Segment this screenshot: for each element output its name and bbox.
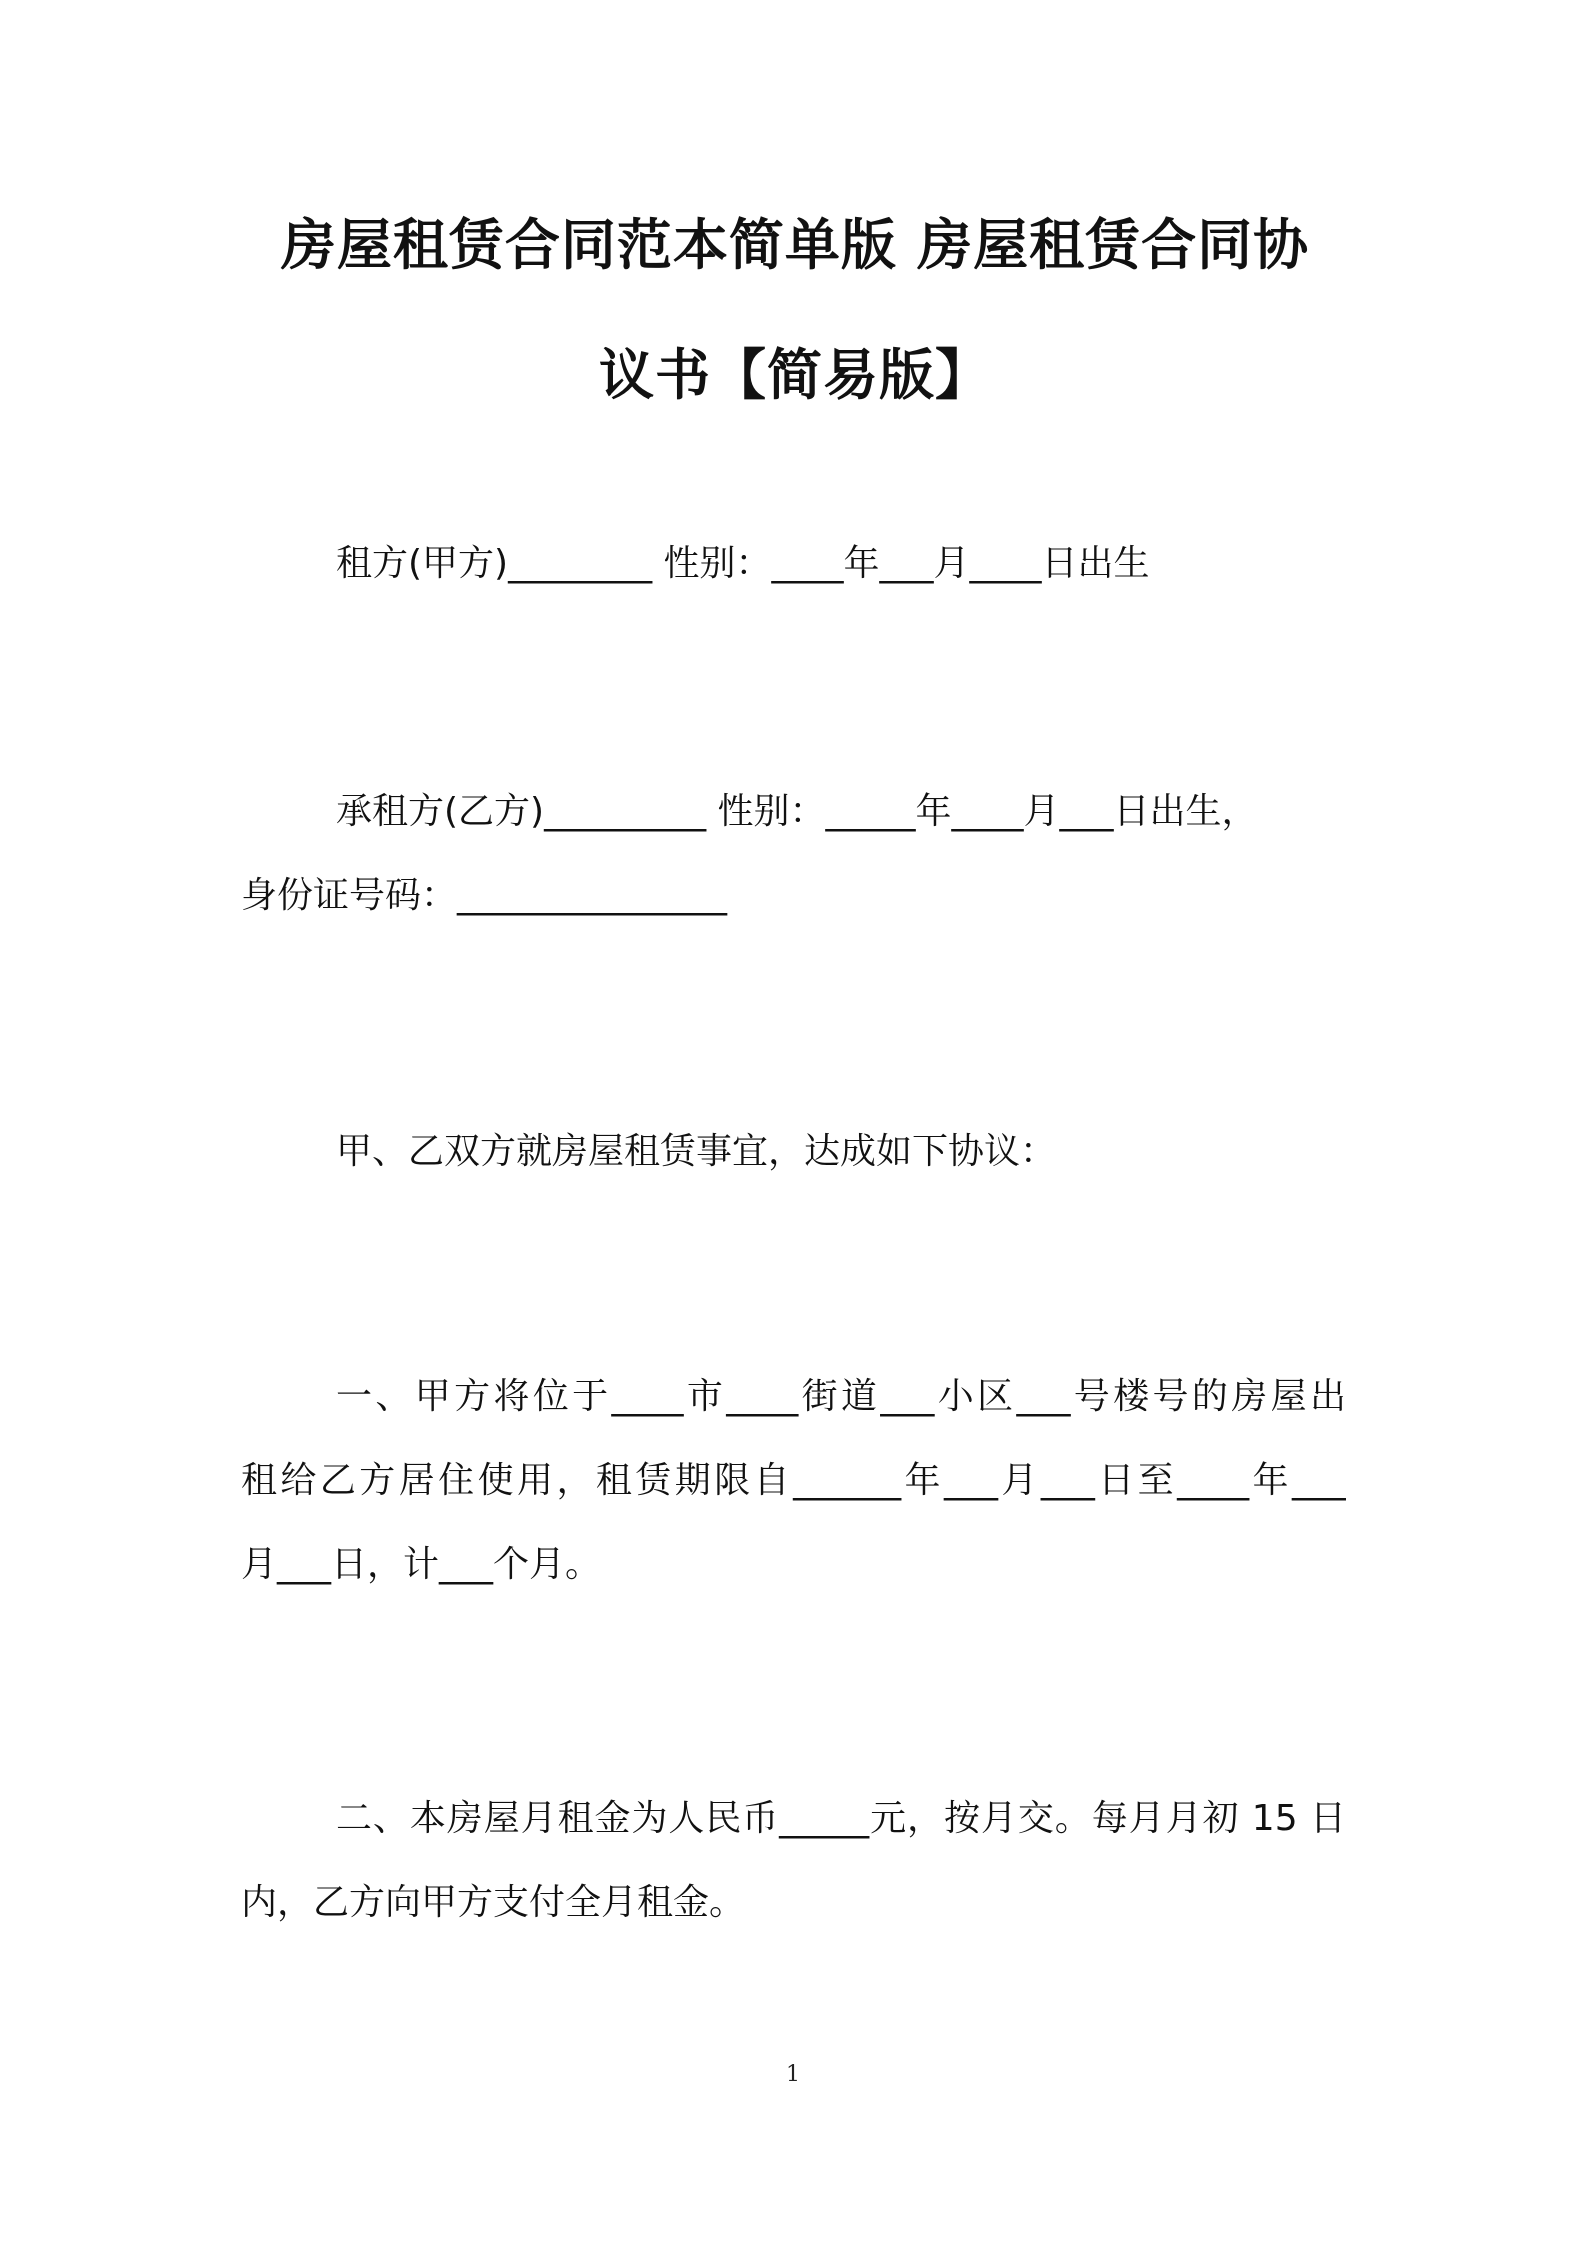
clause-2-line-1: 二、本房屋月租金为人民币_____元，按月交。每月月初 15 日 <box>336 1798 1346 1839</box>
agreement-intro-line: 甲、乙双方就房屋租赁事宜，达成如下协议： <box>336 1131 1057 1172</box>
clause-1-paragraph <box>241 1355 1346 1607</box>
document-title-line-2: 议书【简易版】 <box>598 343 991 407</box>
clause-1-line-3: 月___日，计___个月。 <box>241 1544 602 1585</box>
page-number: 1 <box>786 2062 800 2087</box>
lessee-paragraph <box>241 770 1346 938</box>
lessor-paragraph <box>241 522 1346 606</box>
clause-1-line-2: 租给乙方居住使用，租赁期限自______年___月___日至____年___ <box>241 1460 1346 1501</box>
lessor-line: 租方(甲方)________ 性别：____年___月____日出生 <box>336 543 1150 584</box>
agreement-intro-paragraph <box>241 1110 1346 1194</box>
clause-2-paragraph <box>241 1777 1346 1945</box>
clause-2-line-2: 内，乙方向甲方支付全月租金。 <box>241 1882 746 1923</box>
lessee-line-1: 承租方(乙方)_________ 性别：_____年____月___日出生， <box>336 791 1258 832</box>
lessee-id-line: 身份证号码：_______________ <box>241 875 728 916</box>
document-title-line-1: 房屋租赁合同范本简单版 房屋租赁合同协 <box>280 213 1310 277</box>
clause-1-line-1: 一、甲方将位于____市____街道___小区___号楼号的房屋出 <box>336 1376 1346 1417</box>
